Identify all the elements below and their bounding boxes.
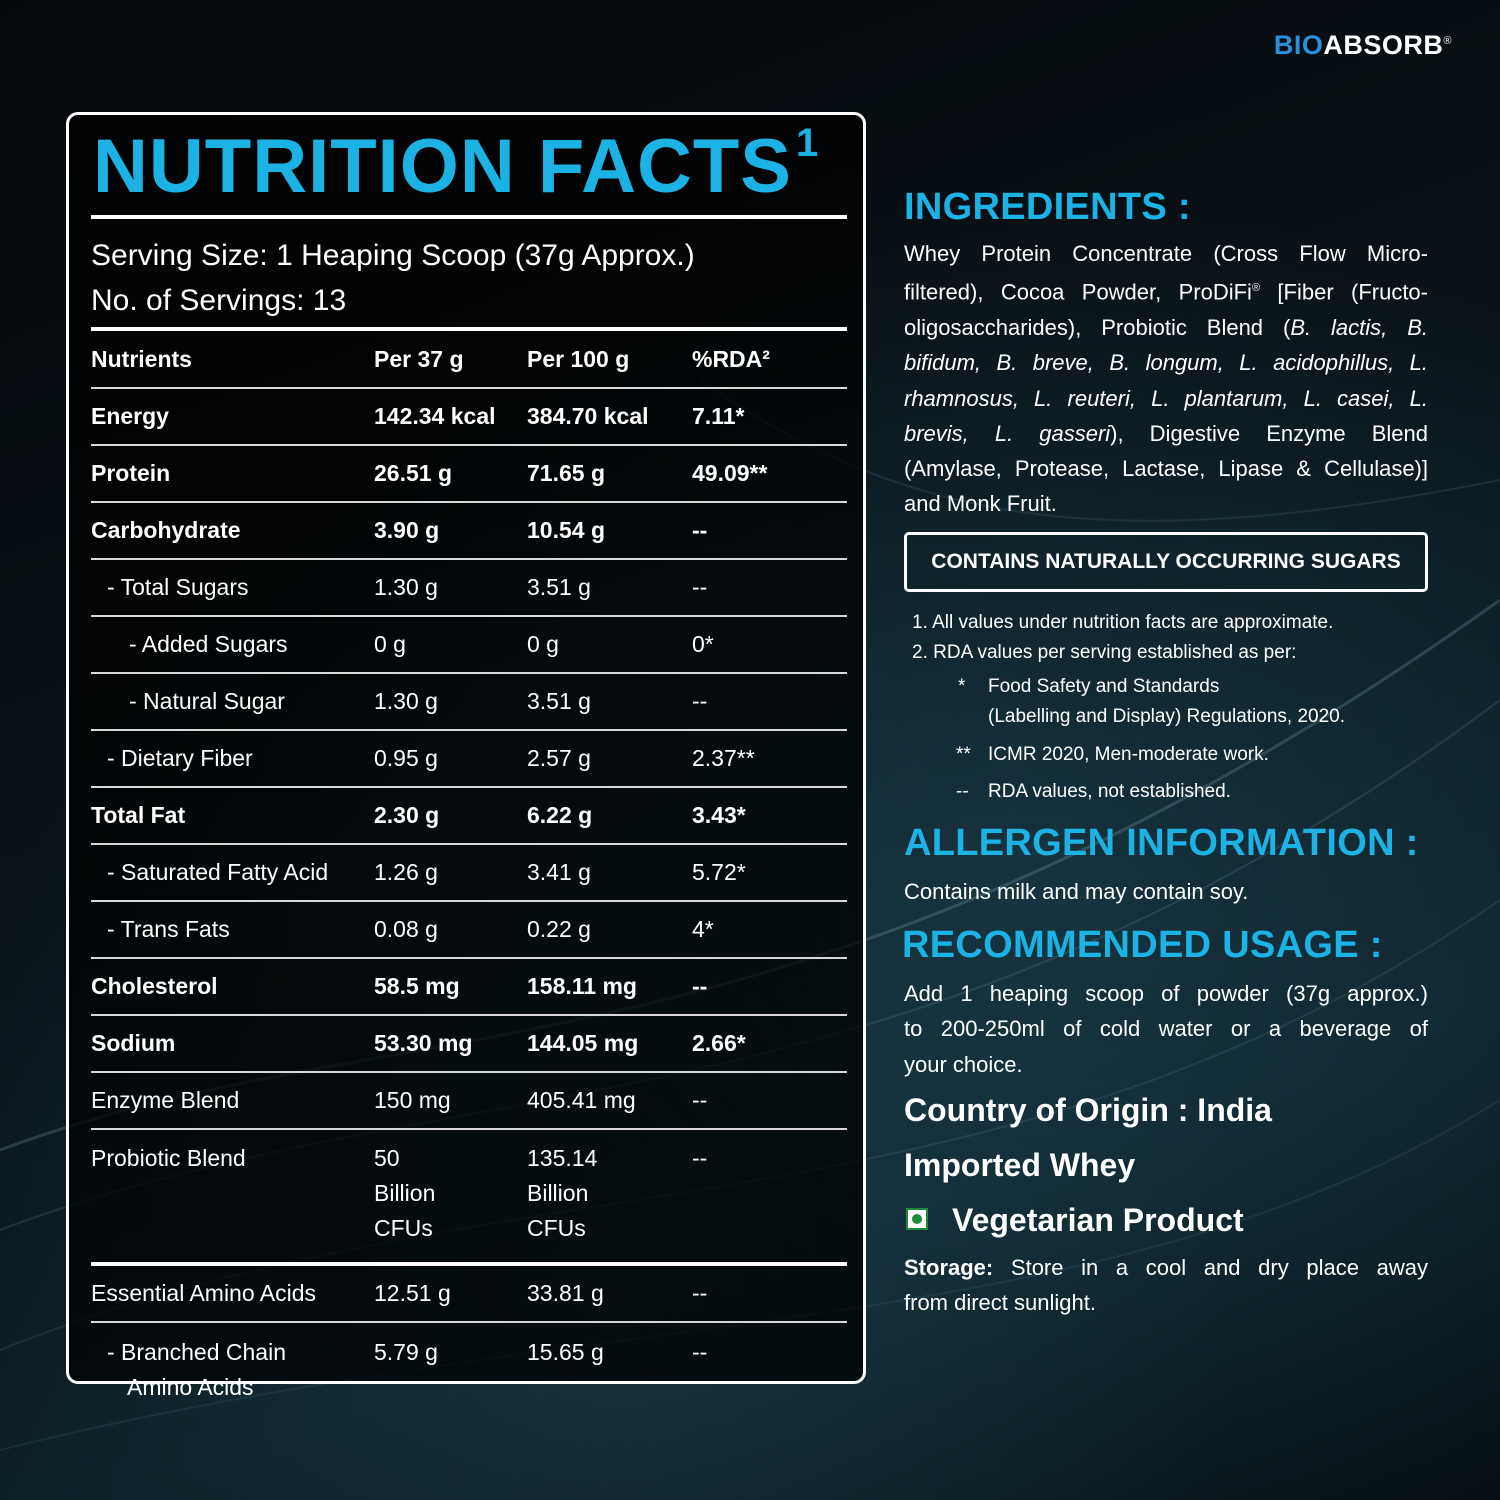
serving-size: Serving Size: 1 Heaping Scoop (37g Approx.): [91, 239, 695, 272]
table-row: - Total Sugars 1.30 g 3.51 g --: [91, 559, 847, 616]
usage-text: Add 1 heaping scoop of powder (37g approx.) to 200-250ml of cold water or a beverage of your choice.: [904, 981, 1428, 1077]
table-row: - Dietary Fiber 0.95 g 2.57 g 2.37**: [91, 730, 847, 787]
divider: [91, 327, 847, 331]
table-row: - Trans Fats 0.08 g 0.22 g 4*: [91, 901, 847, 958]
table-row: - Saturated Fatty Acid 1.26 g 3.41 g 5.72*: [91, 844, 847, 901]
brand-logo: BIOABSORB®: [1273, 30, 1452, 60]
storage-text: Storage: Store in a cool and dry place away from direct sunlight.: [904, 1255, 1428, 1316]
ingredients-heading: INGREDIENTS :: [904, 186, 1191, 228]
table-row: Essential Amino Acids 12.51 g 33.81 g --: [91, 1264, 847, 1322]
table-row: Enzyme Blend 150 mg 405.41 mg --: [91, 1072, 847, 1129]
usage-heading: RECOMMENDED USAGE :: [902, 924, 1383, 966]
ingredients-text: Whey Protein Concentrate (Cross Flow Micro- filtered), Cocoa Powder, ProDiFi® [Fiber (Fructo- oligosaccharides), Probiotic Blend (B. lactis, B. bifidum, B. breve, B. longum, L. acidophillus, L. rhamnosus, L. reuteri, L. plantarum, L. casei, L. brevis, L. gasseri), Digestive Enzyme Blend (Amylase, Protease, Lactase, Lipase & Cellulase)] and Monk Fruit.: [904, 241, 1428, 517]
nutrition-facts-title: NUTRITION FACTS $^1$: [93, 120, 820, 209]
serving-info: [91, 233, 695, 323]
nutrition-facts-panel: [66, 112, 866, 1400]
table-header-row: Nutrients Per 37 g Per 100 g %RDA²: [91, 332, 847, 388]
table-row: Carbohydrate 3.90 g 10.54 g --: [91, 502, 847, 559]
table-row: Total Fat 2.30 g 6.22 g 3.43*: [91, 787, 847, 844]
table-row: Energy 142.34 kcal 384.70 kcal 7.11*: [91, 388, 847, 445]
table-row: - Branched Chain Amino Acids 5.79 g 15.65 g --: [107, 1339, 708, 1400]
table-row: Cholesterol 58.5 mg 158.11 mg --: [91, 958, 847, 1015]
veg-mark-icon: [906, 1208, 928, 1230]
table-row: - Added Sugars 0 g 0 g 0*: [91, 616, 847, 673]
allergen-heading: ALLERGEN INFORMATION :: [904, 822, 1419, 864]
imported-whey: Imported Whey: [904, 1147, 1136, 1183]
table-row: Protein 26.51 g 71.65 g 49.09**: [91, 445, 847, 502]
divider: [91, 215, 847, 219]
table-row: Probiotic Blend 50 Billion CFUs 135.14 Billion CFUs --: [91, 1129, 847, 1264]
table-row: - Natural Sugar 1.30 g 3.51 g --: [91, 673, 847, 730]
sugars-notice-box: CONTAINS NATURALLY OCCURRING SUGARS: [904, 532, 1428, 592]
servings-count: No. of Servings: 13: [91, 284, 347, 317]
vegetarian-label: Vegetarian Product: [952, 1202, 1244, 1238]
nutrition-table: [91, 332, 847, 1410]
table-row: Sodium 53.30 mg 144.05 mg 2.66*: [91, 1015, 847, 1072]
country-of-origin: Country of Origin : India: [904, 1092, 1272, 1128]
allergen-text: Contains milk and may contain soy.: [904, 879, 1249, 904]
